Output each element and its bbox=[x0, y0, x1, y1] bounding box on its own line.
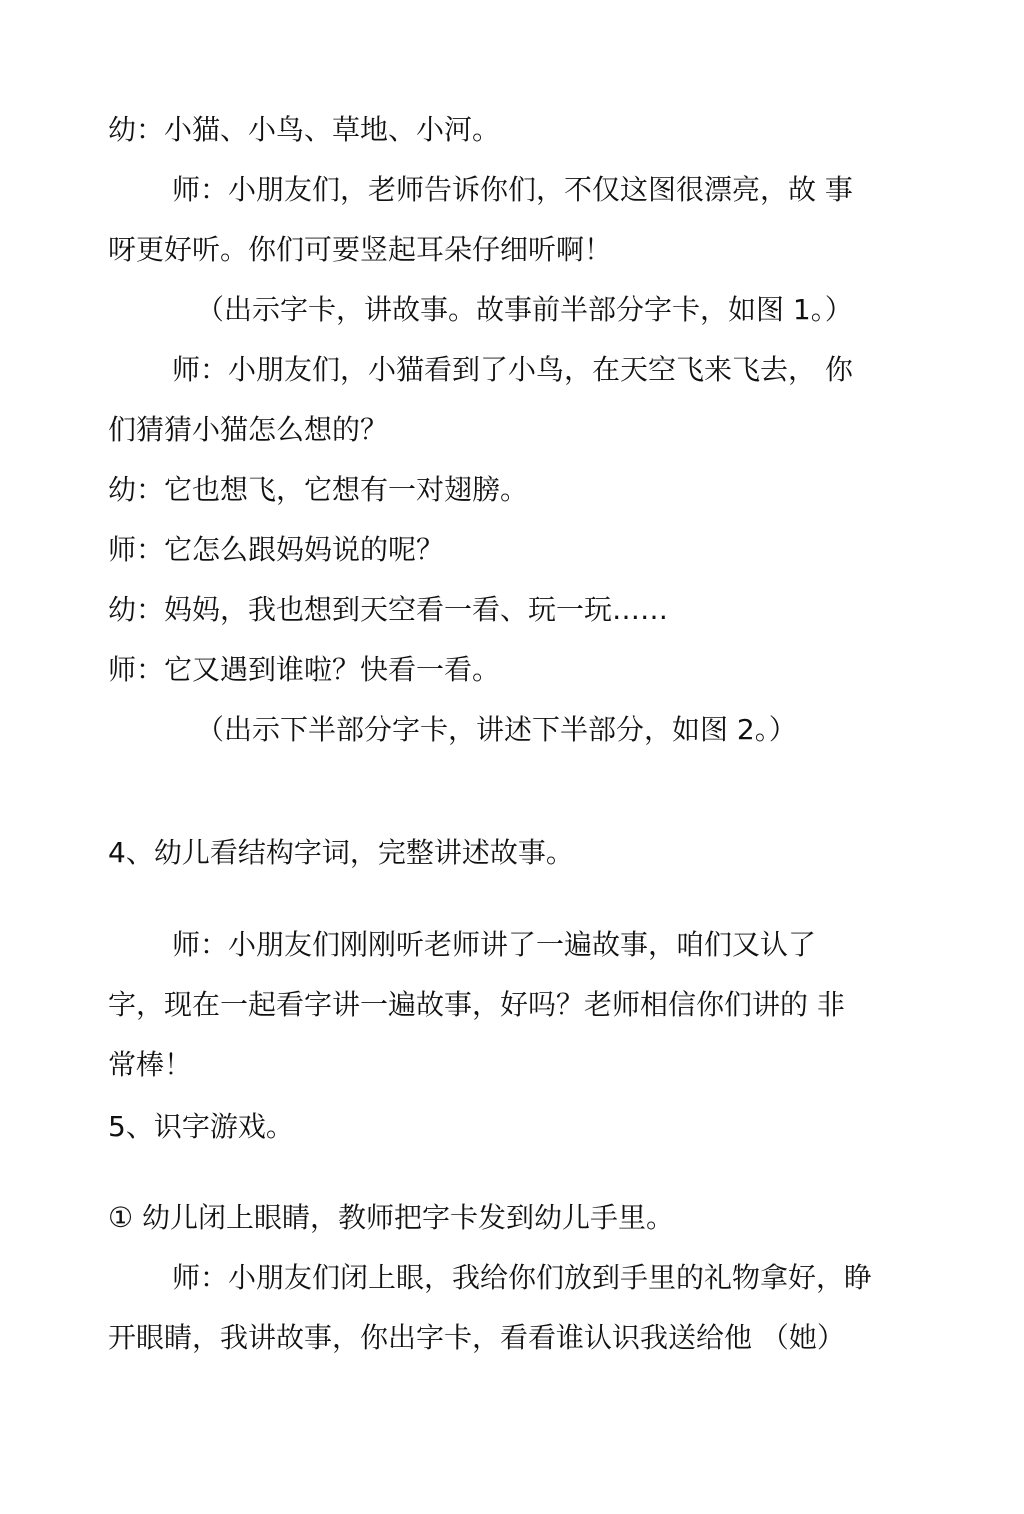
dialogue-line-teacher-4: 师：它又遇到谁啦？快看一看。 bbox=[108, 653, 501, 686]
dialogue-line-teacher-3: 师：它怎么跟妈妈说的呢？ bbox=[108, 533, 445, 566]
dialogue-line-teacher-2-cont: 们猜猜小猫怎么想的？ bbox=[108, 413, 389, 446]
dialogue-line-teacher-2: 师：小朋友们，小猫看到了小鸟，在天空飞来飞去， 你 bbox=[172, 353, 853, 386]
stage-direction-1: （出示字卡，讲故事。故事前半部分字卡，如图 1。） bbox=[196, 293, 853, 326]
dialogue-line-child-1: 幼：小猫、小鸟、草地、小河。 bbox=[108, 113, 501, 146]
dialogue-line-child-3: 幼：妈妈，我也想到天空看一看、玩一玩…… bbox=[108, 593, 669, 626]
dialogue-line-teacher-6-cont: 开眼睛，我讲故事，你出字卡，看看谁认识我送给他 （她） bbox=[108, 1321, 845, 1354]
section-heading-5: 5、识字游戏。 bbox=[108, 1110, 294, 1143]
dialogue-line-teacher-5-end: 常棒！ bbox=[108, 1048, 193, 1081]
dialogue-line-child-2: 幼：它也想飞，它想有一对翅膀。 bbox=[108, 473, 529, 506]
dialogue-line-teacher-1: 师：小朋友们，老师告诉你们，不仅这图很漂亮，故 事 bbox=[172, 173, 853, 206]
section-heading-4: 4、幼儿看结构字词，完整讲述故事。 bbox=[108, 836, 574, 869]
step-item-1: ① 幼儿闭上眼睛，教师把字卡发到幼儿手里。 bbox=[108, 1201, 675, 1234]
dialogue-line-teacher-5-cont: 字，现在一起看字讲一遍故事，好吗？老师相信你们讲的 非 bbox=[108, 988, 845, 1021]
dialogue-line-teacher-6: 师：小朋友们闭上眼，我给你们放到手里的礼物拿好，睁 bbox=[172, 1261, 873, 1294]
stage-direction-2: （出示下半部分字卡，讲述下半部分，如图 2。） bbox=[196, 713, 797, 746]
dialogue-line-teacher-5: 师：小朋友们刚刚听老师讲了一遍故事，咱们又认了 bbox=[172, 928, 817, 961]
dialogue-line-teacher-1-cont: 呀更好听。你们可要竖起耳朵仔细听啊！ bbox=[108, 233, 613, 266]
